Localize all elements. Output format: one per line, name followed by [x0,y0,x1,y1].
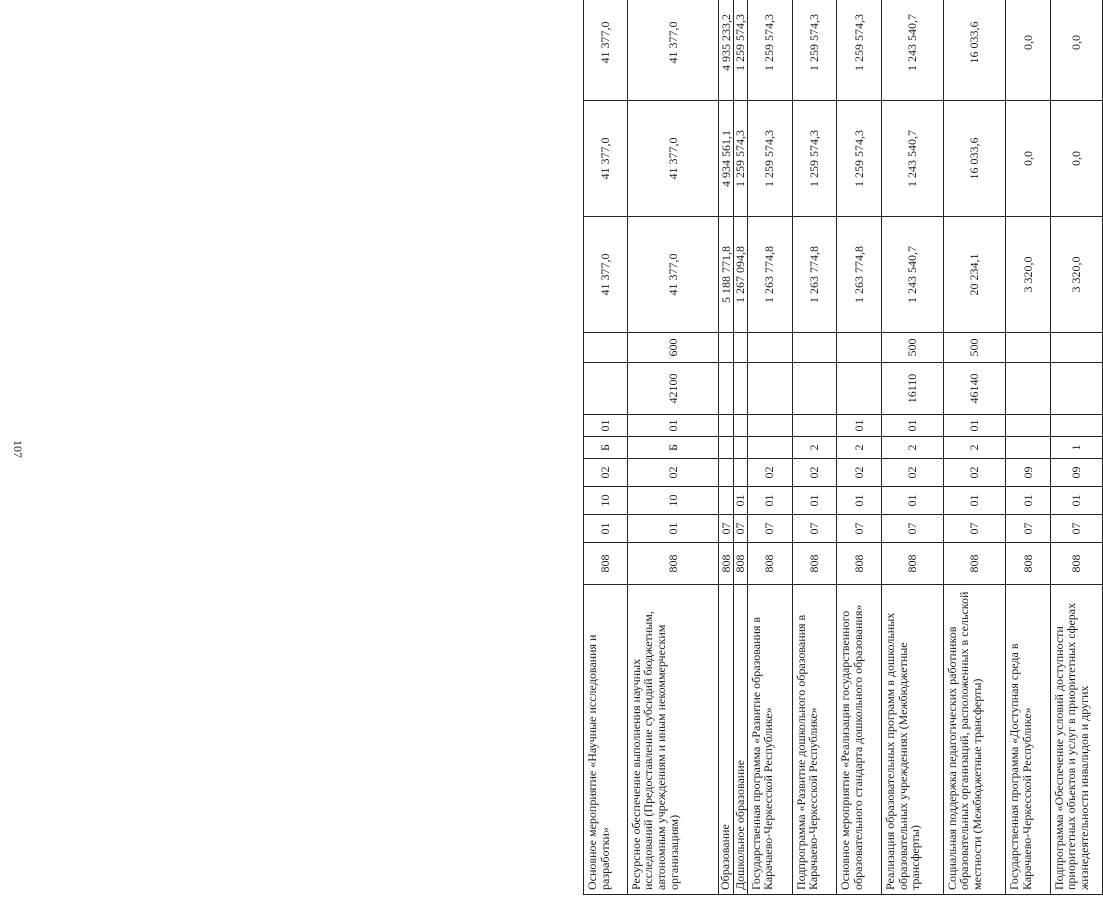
cell-cs2: 2 [943,437,1006,459]
cell-cs4: 46140 [943,363,1006,415]
cell-s1: 1 263 774,8 [792,217,837,333]
cell-cs3 [747,415,792,437]
cell-cs4: 16110 [882,363,943,415]
cell-s1: 5 188 771,8 [719,217,733,333]
cell-rz: 01 [584,515,628,543]
cell-name: Ресурсное обеспечение выполнения научных исследований (Предоставление субсидий бюджетным, автономным учреждениям и иным некоммерческим организациям) [627,585,719,895]
cell-cs1: 02 [747,459,792,487]
cell-s1: 1 263 774,8 [747,217,792,333]
cell-cs3 [719,415,733,437]
cell-cs3 [733,415,747,437]
budget-table [583,0,1103,895]
table-row [733,0,747,895]
cell-name: Образование [719,585,733,895]
cell-s2: 16 033,6 [943,101,1006,217]
cell-name: Реализация образовательных программ в дошкольных образовательных учреждениях (Межбюджетные трансферты) [882,585,943,895]
cell-cs2 [719,437,733,459]
cell-s1: 3 320,0 [1050,217,1102,333]
cell-s1: 1 267 094,8 [733,217,747,333]
cell-cs4 [584,363,628,415]
cell-cs3: 01 [882,415,943,437]
cell-s3: 1 259 574,3 [792,0,837,101]
cell-cs2 [747,437,792,459]
cell-s1: 41 377,0 [584,217,628,333]
cell-cs4: 42100 [627,363,719,415]
cell-s1: 20 234,1 [943,217,1006,333]
table-row [882,0,943,895]
cell-name: Государственная программа «Доступная среда в Карачаево-Черкесской Республике» [1006,585,1051,895]
cell-vr: 500 [882,333,943,363]
cell-gr: 808 [1006,543,1051,585]
cell-s1: 1 243 540,7 [882,217,943,333]
cell-cs1: 02 [882,459,943,487]
cell-cs2: Б [584,437,628,459]
page-number: 107 [11,440,25,458]
cell-cs2: 2 [837,437,882,459]
cell-s1: 3 320,0 [1006,217,1051,333]
cell-s2: 41 377,0 [627,101,719,217]
cell-rz: 07 [747,515,792,543]
cell-cs4 [719,363,733,415]
cell-pr: 01 [943,487,1006,515]
cell-cs1: 02 [792,459,837,487]
cell-cs4 [747,363,792,415]
cell-rz: 07 [943,515,1006,543]
cell-cs3: 01 [627,415,719,437]
cell-pr: 01 [882,487,943,515]
cell-pr: 01 [1050,487,1102,515]
cell-vr [584,333,628,363]
cell-name: Дошкольное образование [733,585,747,895]
table-row [1006,0,1051,895]
cell-pr: 01 [1006,487,1051,515]
cell-name: Государственная программа «Развитие образования в Карачаево-Черкесской Республике» [747,585,792,895]
cell-cs3 [792,415,837,437]
cell-s3: 1 259 574,3 [733,0,747,101]
table-row [719,0,733,895]
cell-s1: 41 377,0 [627,217,719,333]
cell-gr: 808 [1050,543,1102,585]
cell-s3: 41 377,0 [627,0,719,101]
cell-pr: 01 [792,487,837,515]
cell-pr: 01 [747,487,792,515]
cell-rz: 07 [1050,515,1102,543]
cell-cs4 [1050,363,1102,415]
cell-rz: 07 [792,515,837,543]
cell-pr: 10 [627,487,719,515]
cell-vr [792,333,837,363]
cell-vr [837,333,882,363]
cell-gr: 808 [733,543,747,585]
cell-s2: 1 243 540,7 [882,101,943,217]
cell-cs3 [1050,415,1102,437]
cell-s2: 0,0 [1050,101,1102,217]
cell-pr: 10 [584,487,628,515]
cell-vr [733,333,747,363]
cell-pr [719,487,733,515]
cell-gr: 808 [882,543,943,585]
cell-cs2 [1006,437,1051,459]
cell-rz: 07 [837,515,882,543]
table-row [837,0,882,895]
cell-s3: 41 377,0 [584,0,628,101]
cell-gr: 808 [943,543,1006,585]
table-body [584,0,1103,895]
cell-s3: 4 935 233,2 [719,0,733,101]
cell-cs1 [719,459,733,487]
cell-cs2: 2 [882,437,943,459]
cell-s2: 1 259 574,3 [733,101,747,217]
cell-cs2: 2 [792,437,837,459]
cell-s3: 1 259 574,3 [747,0,792,101]
cell-s2: 1 259 574,3 [792,101,837,217]
cell-cs3: 01 [943,415,1006,437]
cell-cs1 [733,459,747,487]
cell-name: Основное мероприятие «Реализация государственного образовательного стандарта дошкольного образования» [837,585,882,895]
cell-cs2: 1 [1050,437,1102,459]
cell-cs3: 01 [584,415,628,437]
cell-vr [719,333,733,363]
cell-pr: 01 [733,487,747,515]
cell-s3: 0,0 [1006,0,1051,101]
cell-cs2 [733,437,747,459]
cell-rz: 07 [719,515,733,543]
cell-s3: 1 259 574,3 [837,0,882,101]
cell-cs1: 02 [584,459,628,487]
cell-name: Социальная поддержка педагогических работников образовательных организаций, расположенных в сельской местности (Межбюджетные трансферты) [943,585,1006,895]
table-row [943,0,1006,895]
cell-cs4 [792,363,837,415]
rotated-page [583,0,1103,895]
cell-s2: 1 259 574,3 [837,101,882,217]
cell-gr: 808 [837,543,882,585]
cell-rz: 01 [627,515,719,543]
cell-gr: 808 [747,543,792,585]
cell-cs3: 01 [837,415,882,437]
cell-vr [1006,333,1051,363]
cell-vr: 600 [627,333,719,363]
cell-s2: 4 934 561,1 [719,101,733,217]
table-row [584,0,628,895]
cell-vr [1050,333,1102,363]
cell-cs4 [837,363,882,415]
cell-rz: 07 [1006,515,1051,543]
cell-cs4 [733,363,747,415]
cell-name: Основное мероприятие «Научные исследования и разработки» [584,585,628,895]
table-row [747,0,792,895]
cell-cs1: 02 [943,459,1006,487]
cell-gr: 808 [584,543,628,585]
cell-cs1: 09 [1050,459,1102,487]
cell-gr: 808 [719,543,733,585]
cell-s3: 0,0 [1050,0,1102,101]
cell-gr: 808 [627,543,719,585]
cell-pr: 01 [837,487,882,515]
cell-cs4 [1006,363,1051,415]
cell-s2: 1 259 574,3 [747,101,792,217]
cell-name: Подпрограмма «Обеспечение условий доступности приоритетных объектов и услуг в приоритетных сферах жизнедеятельности инвалидов и других [1050,585,1102,895]
cell-s3: 1 243 540,7 [882,0,943,101]
cell-cs2: Б [627,437,719,459]
cell-vr: 500 [943,333,1006,363]
cell-cs3 [1006,415,1051,437]
cell-name: Подпрограмма «Развитие дошкольного образования в Карачаево-Черкесской Республике» [792,585,837,895]
cell-s2: 41 377,0 [584,101,628,217]
cell-rz: 07 [733,515,747,543]
cell-cs1: 02 [627,459,719,487]
cell-cs1: 02 [837,459,882,487]
cell-s3: 16 033,6 [943,0,1006,101]
cell-cs1: 09 [1006,459,1051,487]
cell-s2: 0,0 [1006,101,1051,217]
cell-rz: 07 [882,515,943,543]
cell-s1: 1 263 774,8 [837,217,882,333]
cell-gr: 808 [792,543,837,585]
table-row [1050,0,1102,895]
table-row [627,0,719,895]
table-row [792,0,837,895]
cell-vr [747,333,792,363]
